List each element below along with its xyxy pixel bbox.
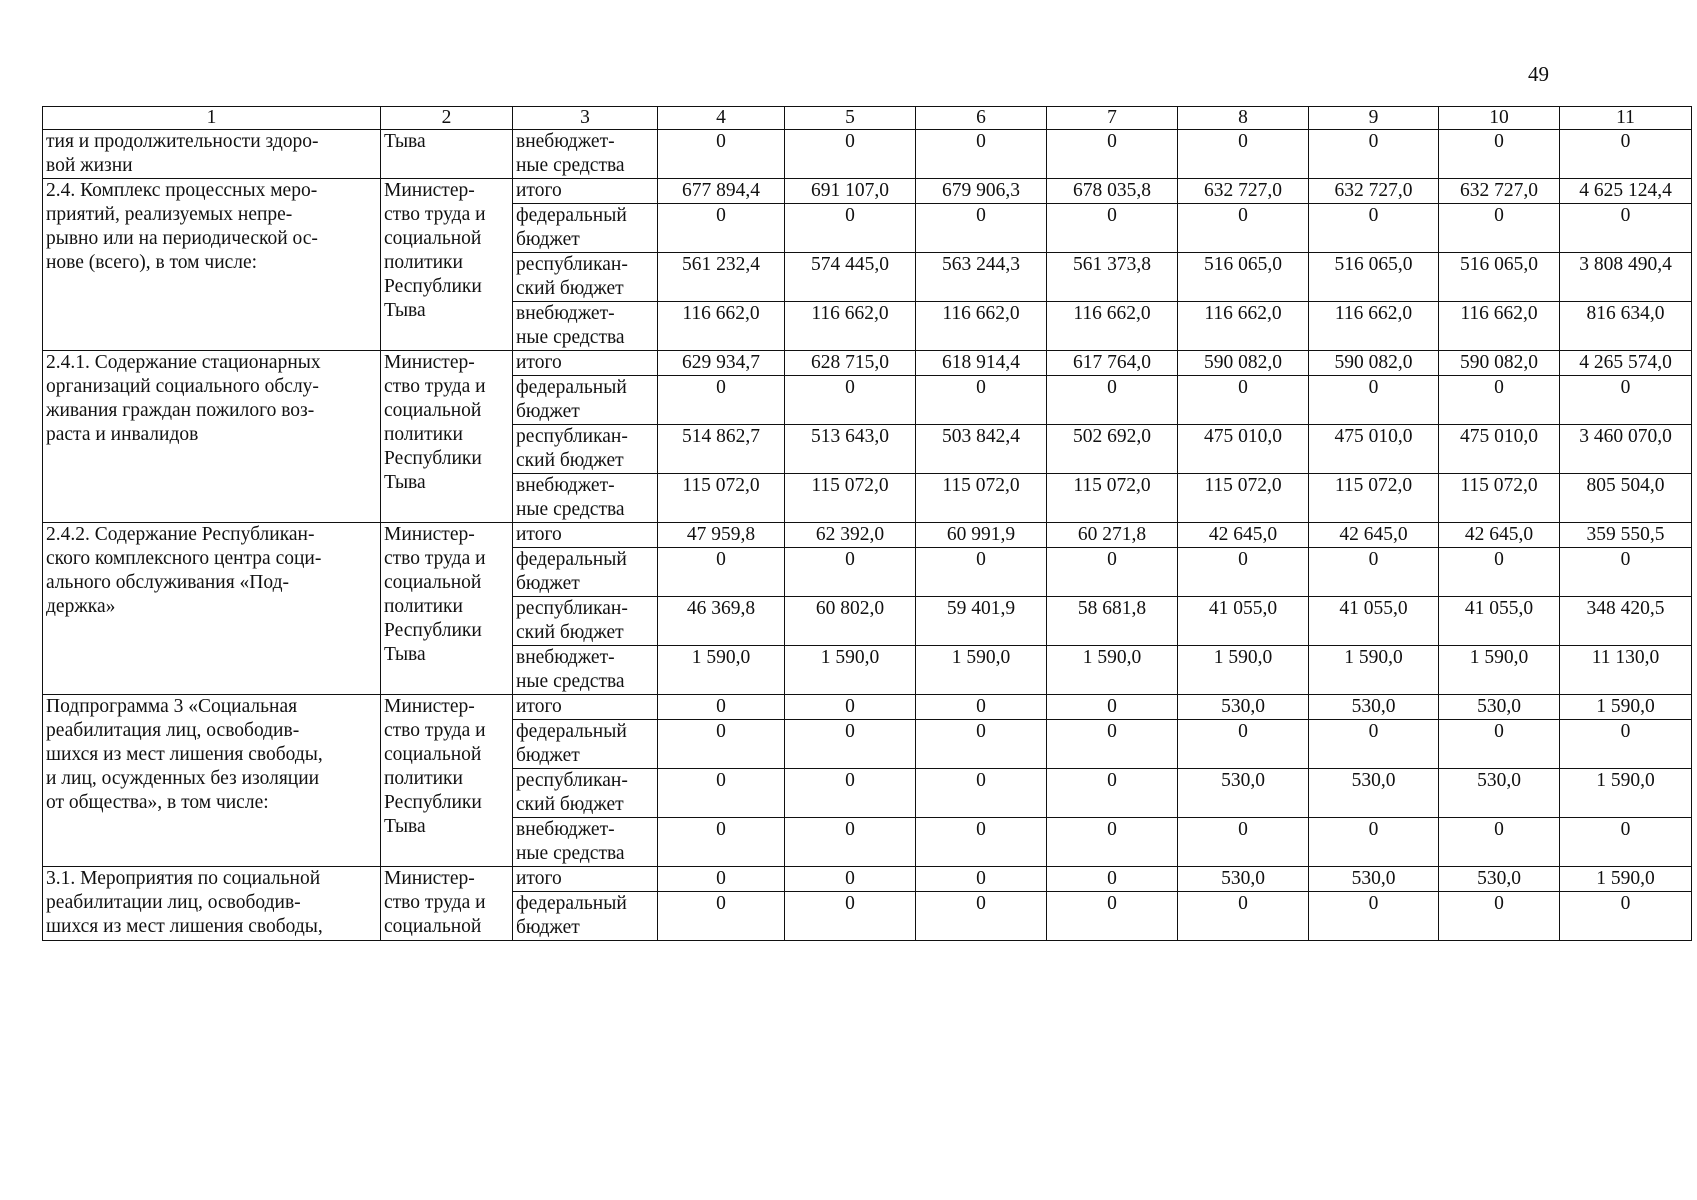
executor-line: социальной (384, 916, 482, 937)
amount-cell: 58 681,8 (1047, 597, 1178, 646)
amount-cell: 115 072,0 (1178, 474, 1309, 523)
column-number-9: 9 (1309, 107, 1439, 130)
amount-cell: 1 590,0 (1560, 695, 1692, 720)
funding-source-line: федеральный (516, 893, 627, 914)
amount-cell: 0 (1309, 376, 1439, 425)
measure-name-line: шихся из мест лишения свободы, (46, 744, 323, 765)
amount-cell: 0 (1047, 769, 1178, 818)
amount-cell: 0 (916, 130, 1047, 179)
amount-cell: 0 (916, 892, 1047, 941)
amount-cell: 46 369,8 (658, 597, 785, 646)
amount-cell: 0 (658, 376, 785, 425)
amount-cell: 516 065,0 (1309, 253, 1439, 302)
executor-line: Тыва (384, 472, 426, 493)
amount-cell: 0 (1047, 892, 1178, 941)
executor-line: Республики (384, 276, 482, 297)
amount-cell: 590 082,0 (1439, 351, 1560, 376)
table-row (43, 695, 1692, 720)
executor-line: Тыва (384, 131, 426, 152)
amount-cell: 62 392,0 (785, 523, 916, 548)
executor-line: ство труда и (384, 720, 486, 741)
amount-cell: 1 590,0 (916, 646, 1047, 695)
executor-cell (381, 523, 513, 695)
amount-cell: 618 914,4 (916, 351, 1047, 376)
amount-cell: 574 445,0 (785, 253, 916, 302)
funding-source-line: федеральный (516, 721, 627, 742)
amount-cell: 1 590,0 (785, 646, 916, 695)
executor-line: Министер- (384, 524, 475, 545)
measure-name-line: от общества», в том числе: (46, 792, 269, 813)
amount-cell: 530,0 (1178, 867, 1309, 892)
funding-source-line: республикан- (516, 598, 628, 619)
table-row (43, 523, 1692, 548)
funding-source-line: внебюджет- (516, 131, 615, 152)
funding-source-cell (513, 597, 658, 646)
executor-line: политики (384, 252, 463, 273)
executor-line: Министер- (384, 180, 475, 201)
amount-cell: 0 (658, 867, 785, 892)
amount-cell: 0 (658, 548, 785, 597)
amount-cell: 628 715,0 (785, 351, 916, 376)
funding-source-cell (513, 376, 658, 425)
column-number-5: 5 (785, 107, 916, 130)
measure-name-line: живания граждан пожилого воз- (46, 400, 315, 421)
executor-line: ство труда и (384, 376, 486, 397)
column-number-3: 3 (513, 107, 658, 130)
amount-cell: 0 (785, 204, 916, 253)
amount-cell: 116 662,0 (916, 302, 1047, 351)
amount-cell: 0 (1047, 548, 1178, 597)
amount-cell: 475 010,0 (1439, 425, 1560, 474)
amount-cell: 678 035,8 (1047, 179, 1178, 204)
funding-source-line: внебюджет- (516, 647, 615, 668)
measure-name-cell (43, 867, 381, 941)
amount-cell: 1 590,0 (1309, 646, 1439, 695)
executor-line: Тыва (384, 644, 426, 665)
funding-source-line: ные средства (516, 155, 625, 176)
amount-cell: 0 (658, 769, 785, 818)
amount-cell: 0 (785, 376, 916, 425)
measure-name-cell (43, 523, 381, 695)
amount-cell: 116 662,0 (1309, 302, 1439, 351)
funding-source-line: ные средства (516, 327, 625, 348)
column-number-2: 2 (381, 107, 513, 130)
amount-cell: 42 645,0 (1178, 523, 1309, 548)
executor-line: ство труда и (384, 204, 486, 225)
amount-cell: 1 590,0 (1560, 867, 1692, 892)
executor-line: Министер- (384, 868, 475, 889)
amount-cell: 0 (1439, 376, 1560, 425)
measure-name-cell (43, 351, 381, 523)
funding-source-line: внебюджет- (516, 819, 615, 840)
measure-name-cell (43, 695, 381, 867)
funding-source-line: республикан- (516, 770, 628, 791)
amount-cell: 0 (916, 695, 1047, 720)
funding-source-line: федеральный (516, 377, 627, 398)
amount-cell: 0 (1560, 720, 1692, 769)
amount-cell: 502 692,0 (1047, 425, 1178, 474)
funding-source-cell (513, 695, 658, 720)
amount-cell: 0 (658, 695, 785, 720)
funding-source-line: внебюджет- (516, 303, 615, 324)
funding-source-line: ский бюджет (516, 622, 624, 643)
amount-cell: 4 265 574,0 (1560, 351, 1692, 376)
amount-cell: 0 (1560, 548, 1692, 597)
funding-source-cell (513, 179, 658, 204)
measure-name-line: нове (всего), в том числе: (46, 252, 258, 273)
amount-cell: 632 727,0 (1309, 179, 1439, 204)
amount-cell: 0 (1309, 720, 1439, 769)
executor-cell (381, 351, 513, 523)
amount-cell: 1 590,0 (1439, 646, 1560, 695)
funding-source-line: федеральный (516, 205, 627, 226)
funding-source-line: итого (516, 696, 562, 717)
column-number-6: 6 (916, 107, 1047, 130)
amount-cell: 0 (785, 695, 916, 720)
amount-cell: 0 (1178, 204, 1309, 253)
funding-source-cell (513, 769, 658, 818)
amount-cell: 0 (785, 867, 916, 892)
amount-cell: 0 (1047, 818, 1178, 867)
executor-line: политики (384, 424, 463, 445)
amount-cell: 47 959,8 (658, 523, 785, 548)
amount-cell: 530,0 (1439, 769, 1560, 818)
funding-source-line: ский бюджет (516, 278, 624, 299)
amount-cell: 60 991,9 (916, 523, 1047, 548)
amount-cell: 0 (1047, 695, 1178, 720)
amount-cell: 0 (1439, 204, 1560, 253)
measure-name-line: реабилитация лиц, освободив- (46, 720, 300, 741)
amount-cell: 503 842,4 (916, 425, 1047, 474)
measure-name-line: приятий, реализуемых непре- (46, 204, 293, 225)
amount-cell: 629 934,7 (658, 351, 785, 376)
column-number-1: 1 (43, 107, 381, 130)
amount-cell: 41 055,0 (1309, 597, 1439, 646)
amount-cell: 0 (916, 204, 1047, 253)
measure-name-line: 2.4. Комплекс процессных меро- (46, 180, 318, 201)
funding-source-cell (513, 892, 658, 941)
amount-cell: 516 065,0 (1178, 253, 1309, 302)
funding-source-cell (513, 867, 658, 892)
executor-cell (381, 179, 513, 351)
amount-cell: 0 (1439, 818, 1560, 867)
executor-line: Тыва (384, 300, 426, 321)
executor-line: политики (384, 768, 463, 789)
funding-source-cell (513, 548, 658, 597)
amount-cell: 514 862,7 (658, 425, 785, 474)
funding-source-line: республикан- (516, 426, 628, 447)
amount-cell: 0 (785, 769, 916, 818)
amount-cell: 0 (1178, 130, 1309, 179)
measure-name-line: 3.1. Мероприятия по социальной (46, 868, 321, 889)
amount-cell: 516 065,0 (1439, 253, 1560, 302)
measure-name-line: тия и продолжительности здоро- (46, 131, 319, 152)
amount-cell: 0 (785, 720, 916, 769)
amount-cell: 617 764,0 (1047, 351, 1178, 376)
measure-name-line: ального обслуживания «Под- (46, 572, 289, 593)
amount-cell: 563 244,3 (916, 253, 1047, 302)
amount-cell: 590 082,0 (1309, 351, 1439, 376)
amount-cell: 0 (1309, 548, 1439, 597)
funding-source-line: итого (516, 524, 562, 545)
measure-name-cell (43, 130, 381, 179)
amount-cell: 0 (658, 204, 785, 253)
amount-cell: 561 373,8 (1047, 253, 1178, 302)
amount-cell: 0 (916, 548, 1047, 597)
amount-cell: 0 (658, 892, 785, 941)
amount-cell: 60 802,0 (785, 597, 916, 646)
amount-cell: 359 550,5 (1560, 523, 1692, 548)
amount-cell: 0 (658, 818, 785, 867)
amount-cell: 42 645,0 (1309, 523, 1439, 548)
amount-cell: 0 (1560, 204, 1692, 253)
amount-cell: 0 (1439, 130, 1560, 179)
amount-cell: 1 590,0 (1178, 646, 1309, 695)
funding-source-line: ные средства (516, 843, 625, 864)
page-number: 49 (1528, 62, 1549, 86)
amount-cell: 0 (1047, 130, 1178, 179)
amount-cell: 115 072,0 (785, 474, 916, 523)
amount-cell: 0 (1309, 204, 1439, 253)
amount-cell: 115 072,0 (1309, 474, 1439, 523)
amount-cell: 0 (1439, 720, 1560, 769)
amount-cell: 0 (1439, 892, 1560, 941)
amount-cell: 679 906,3 (916, 179, 1047, 204)
amount-cell: 0 (658, 130, 785, 179)
amount-cell: 530,0 (1439, 695, 1560, 720)
table-row (43, 867, 1692, 892)
amount-cell: 115 072,0 (658, 474, 785, 523)
executor-cell (381, 130, 513, 179)
executor-line: социальной (384, 572, 482, 593)
amount-cell: 60 271,8 (1047, 523, 1178, 548)
amount-cell: 0 (1560, 818, 1692, 867)
column-number-11: 11 (1560, 107, 1692, 130)
executor-line: Республики (384, 448, 482, 469)
amount-cell: 0 (1309, 130, 1439, 179)
amount-cell: 0 (1309, 818, 1439, 867)
amount-cell: 0 (1047, 204, 1178, 253)
measure-name-line: и лиц, осужденных без изоляции (46, 768, 320, 789)
measure-name-line: реабилитации лиц, освободив- (46, 892, 301, 913)
funding-source-line: итого (516, 352, 562, 373)
amount-cell: 116 662,0 (1439, 302, 1560, 351)
executor-line: Тыва (384, 816, 426, 837)
amount-cell: 805 504,0 (1560, 474, 1692, 523)
amount-cell: 0 (1439, 548, 1560, 597)
amount-cell: 513 643,0 (785, 425, 916, 474)
budget-table-body (43, 107, 1692, 941)
funding-source-cell (513, 204, 658, 253)
executor-line: Министер- (384, 352, 475, 373)
measure-name-line: Подпрограмма 3 «Социальная (46, 696, 298, 717)
amount-cell: 41 055,0 (1178, 597, 1309, 646)
amount-cell: 0 (785, 818, 916, 867)
amount-cell: 116 662,0 (1178, 302, 1309, 351)
amount-cell: 0 (1047, 720, 1178, 769)
measure-name-line: 2.4.1. Содержание стационарных (46, 352, 321, 373)
amount-cell: 4 625 124,4 (1560, 179, 1692, 204)
amount-cell: 0 (1047, 376, 1178, 425)
amount-cell: 475 010,0 (1178, 425, 1309, 474)
funding-source-cell (513, 474, 658, 523)
amount-cell: 3 460 070,0 (1560, 425, 1692, 474)
funding-source-cell (513, 253, 658, 302)
amount-cell: 0 (916, 769, 1047, 818)
funding-source-line: бюджет (516, 401, 580, 422)
funding-source-cell (513, 302, 658, 351)
executor-cell (381, 695, 513, 867)
amount-cell: 530,0 (1439, 867, 1560, 892)
amount-cell: 590 082,0 (1178, 351, 1309, 376)
funding-source-line: республикан- (516, 254, 628, 275)
funding-source-line: внебюджет- (516, 475, 615, 496)
column-number-8: 8 (1178, 107, 1309, 130)
amount-cell: 530,0 (1309, 867, 1439, 892)
amount-cell: 116 662,0 (658, 302, 785, 351)
amount-cell: 0 (785, 130, 916, 179)
measure-name-line: шихся из мест лишения свободы, (46, 916, 323, 937)
amount-cell: 0 (916, 720, 1047, 769)
funding-source-cell (513, 646, 658, 695)
executor-line: Министер- (384, 696, 475, 717)
measure-name-line: вой жизни (46, 155, 133, 176)
amount-cell: 0 (658, 720, 785, 769)
measure-name-line: раста и инвалидов (46, 424, 199, 445)
executor-cell (381, 867, 513, 941)
amount-cell: 0 (916, 376, 1047, 425)
amount-cell: 691 107,0 (785, 179, 916, 204)
amount-cell: 0 (1178, 720, 1309, 769)
amount-cell: 632 727,0 (1439, 179, 1560, 204)
amount-cell: 0 (1560, 376, 1692, 425)
amount-cell: 1 590,0 (1047, 646, 1178, 695)
amount-cell: 115 072,0 (1439, 474, 1560, 523)
amount-cell: 1 590,0 (1560, 769, 1692, 818)
amount-cell: 530,0 (1309, 695, 1439, 720)
amount-cell: 3 808 490,4 (1560, 253, 1692, 302)
funding-source-line: ные средства (516, 499, 625, 520)
column-number-4: 4 (658, 107, 785, 130)
funding-source-line: ский бюджет (516, 794, 624, 815)
amount-cell: 0 (1309, 892, 1439, 941)
amount-cell: 115 072,0 (1047, 474, 1178, 523)
amount-cell: 475 010,0 (1309, 425, 1439, 474)
amount-cell: 0 (785, 892, 916, 941)
amount-cell: 530,0 (1178, 769, 1309, 818)
measure-name-line: 2.4.2. Содержание Республикан- (46, 524, 315, 545)
funding-source-cell (513, 523, 658, 548)
funding-source-line: бюджет (516, 745, 580, 766)
amount-cell: 116 662,0 (785, 302, 916, 351)
executor-line: Республики (384, 620, 482, 641)
executor-line: ство труда и (384, 548, 486, 569)
executor-line: Республики (384, 792, 482, 813)
amount-cell: 59 401,9 (916, 597, 1047, 646)
amount-cell: 0 (1047, 867, 1178, 892)
column-number-10: 10 (1439, 107, 1560, 130)
funding-source-line: бюджет (516, 573, 580, 594)
amount-cell: 115 072,0 (916, 474, 1047, 523)
amount-cell: 0 (916, 818, 1047, 867)
funding-source-cell (513, 720, 658, 769)
amount-cell: 348 420,5 (1560, 597, 1692, 646)
amount-cell: 11 130,0 (1560, 646, 1692, 695)
funding-source-cell (513, 351, 658, 376)
funding-source-cell (513, 425, 658, 474)
measure-name-cell (43, 179, 381, 351)
amount-cell: 116 662,0 (1047, 302, 1178, 351)
executor-line: политики (384, 596, 463, 617)
amount-cell: 1 590,0 (658, 646, 785, 695)
executor-line: социальной (384, 744, 482, 765)
measure-name-line: рывно или на периодической ос- (46, 228, 318, 249)
amount-cell: 0 (1178, 892, 1309, 941)
amount-cell: 530,0 (1178, 695, 1309, 720)
funding-source-line: бюджет (516, 229, 580, 250)
amount-cell: 0 (1560, 130, 1692, 179)
executor-line: ство труда и (384, 892, 486, 913)
funding-source-line: ский бюджет (516, 450, 624, 471)
executor-line: социальной (384, 228, 482, 249)
amount-cell: 0 (785, 548, 916, 597)
amount-cell: 42 645,0 (1439, 523, 1560, 548)
table-row (43, 179, 1692, 204)
funding-source-cell (513, 818, 658, 867)
table-row (43, 130, 1692, 179)
funding-source-line: ные средства (516, 671, 625, 692)
budget-table (42, 106, 1692, 941)
funding-source-line: итого (516, 868, 562, 889)
amount-cell: 632 727,0 (1178, 179, 1309, 204)
amount-cell: 816 634,0 (1560, 302, 1692, 351)
amount-cell: 41 055,0 (1439, 597, 1560, 646)
amount-cell: 0 (1178, 548, 1309, 597)
amount-cell: 0 (1178, 376, 1309, 425)
measure-name-line: организаций социального обслу- (46, 376, 319, 397)
funding-source-line: итого (516, 180, 562, 201)
table-row (43, 351, 1692, 376)
amount-cell: 0 (1560, 892, 1692, 941)
measure-name-line: держка» (46, 596, 116, 617)
funding-source-line: федеральный (516, 549, 627, 570)
funding-source-line: бюджет (516, 917, 580, 938)
amount-cell: 561 232,4 (658, 253, 785, 302)
executor-line: социальной (384, 400, 482, 421)
column-number-7: 7 (1047, 107, 1178, 130)
amount-cell: 0 (1178, 818, 1309, 867)
measure-name-line: ского комплексного центра соци- (46, 548, 322, 569)
amount-cell: 677 894,4 (658, 179, 785, 204)
column-number-row (43, 107, 1692, 130)
amount-cell: 0 (916, 867, 1047, 892)
funding-source-cell (513, 130, 658, 179)
amount-cell: 530,0 (1309, 769, 1439, 818)
